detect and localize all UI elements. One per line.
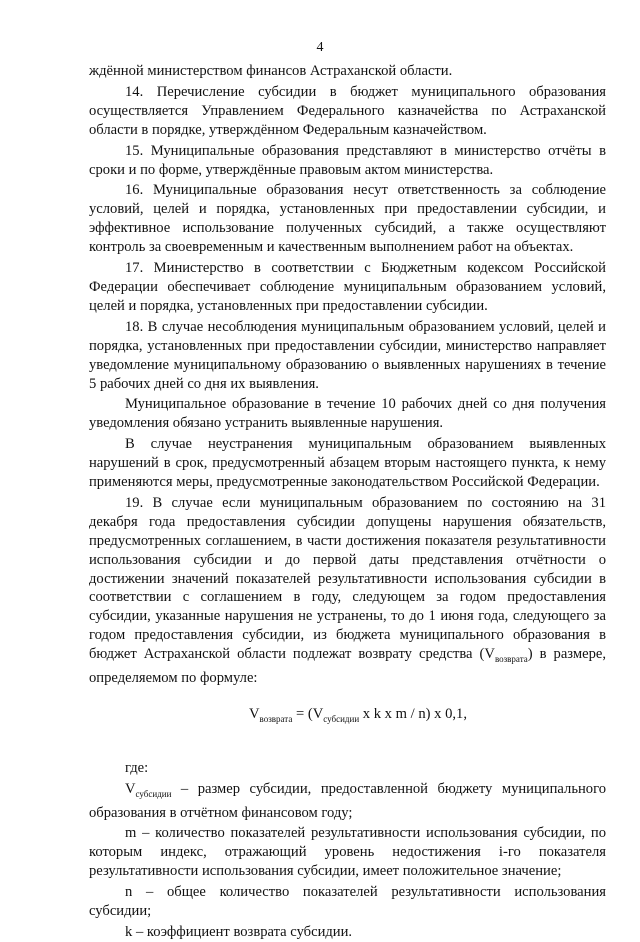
formula-v-subscript: возврата — [259, 713, 293, 724]
paragraph-16: 16. Муниципальные образования несут ответственность за соблюдение условий, целей и порядка, установленных при предоставлении субсидии, и эффективное использование полученных субсидий, а также осуществляют контроль за своевременным и качественным выполнением работ на объектах. — [89, 182, 606, 256]
paragraph-15: 15. Муниципальные образования представляют в министерство отчёты в сроки и по форме, утверждённые правовым актом министерства. — [89, 142, 606, 178]
paragraph-18-2: Муниципальное образование в течение 10 рабочих дней со дня получения уведомления обязано устранить выявленные нарушения. — [89, 396, 606, 432]
def-v-symbol: V — [125, 780, 136, 797]
def-v-text: – размер субсидии, предоставленной бюджету муниципального образования в отчётном финансовом году; — [89, 780, 606, 821]
def-v-subscript: субсидии — [135, 788, 172, 799]
definition-m: m – количество показателей результативности использования субсидии, по которым индекс, отражающий уровень недостижения i-го показателя результативности использования субсидии, имеет положительное значение; — [89, 825, 606, 880]
paragraph-18: 18. В случае несоблюдения муниципальным образованием условий, целей и порядка, установленных при предоставлении субсидии, министерство направляет уведомление муниципальному образованию о выявленных нарушениях в течение 5 рабочих дней со дня их выявления. — [89, 318, 606, 392]
paragraph-18-3: В случае неустранения муниципальным образованием выявленных нарушений в срок, предусмотренный абзацем вторым настоящего пункта, к нему применяются меры, предусмотренные законодательством Российской Федерации. — [89, 436, 606, 491]
formula-rest: x k x m / n) x 0,1, — [359, 705, 467, 722]
paragraph-14: 14. Перечисление субсидии в бюджет муниципального образования осуществляется Управлением Федерального казначейства по Астраханской области в порядке, утверждённом Федеральным казначейством. — [89, 83, 606, 138]
paragraph-19-text: 19. В случае если муниципальным образованием по состоянию на 31 декабря года предоставления субсидии допущены нарушения обязательств, предусмотренных соглашением, в части достижения показателя результативности использования субсидии и до первой даты представления отчётности о достижении значений показателей результативности использования субсидии в соответствии с соглашением в году, следующем за годом предоставления субсидии, указанные нарушения не устранены, то до 1 июня года, следующего за годом предоставления субсидии, из бюджета муниципального образования в бюджет Астраханской области подлежат возврату средства (V — [89, 494, 606, 663]
paragraph-19-tail: ) в размере, определяемом по формуле: — [89, 646, 606, 686]
paragraph-17: 17. Министерство в соответствии с Бюджетным кодексом Российской Федерации обеспечивает соблюдение муниципальным образованием условий, целей и порядка, установленных при предоставлении субсидии. — [89, 260, 606, 314]
paragraph-19 — [89, 494, 606, 688]
definition-k: k – коэффициент возврата субсидии. — [125, 923, 353, 940]
return-formula — [89, 704, 606, 729]
where-label: где: — [125, 759, 149, 776]
formula-subsidy-subscript: субсидии — [323, 713, 360, 724]
formula-v: V — [249, 705, 260, 722]
document-body — [89, 62, 606, 942]
v-return-subscript: возврата — [494, 654, 528, 665]
definition-v-subsidy — [89, 780, 606, 823]
definition-n: n – общее количество показателей результативности использования субсидии; — [89, 884, 606, 920]
paragraph: ждённой министерством финансов Астраханской области. — [89, 63, 453, 79]
page-number: 4 — [316, 40, 324, 55]
formula-eq-open: = (V — [292, 705, 324, 722]
